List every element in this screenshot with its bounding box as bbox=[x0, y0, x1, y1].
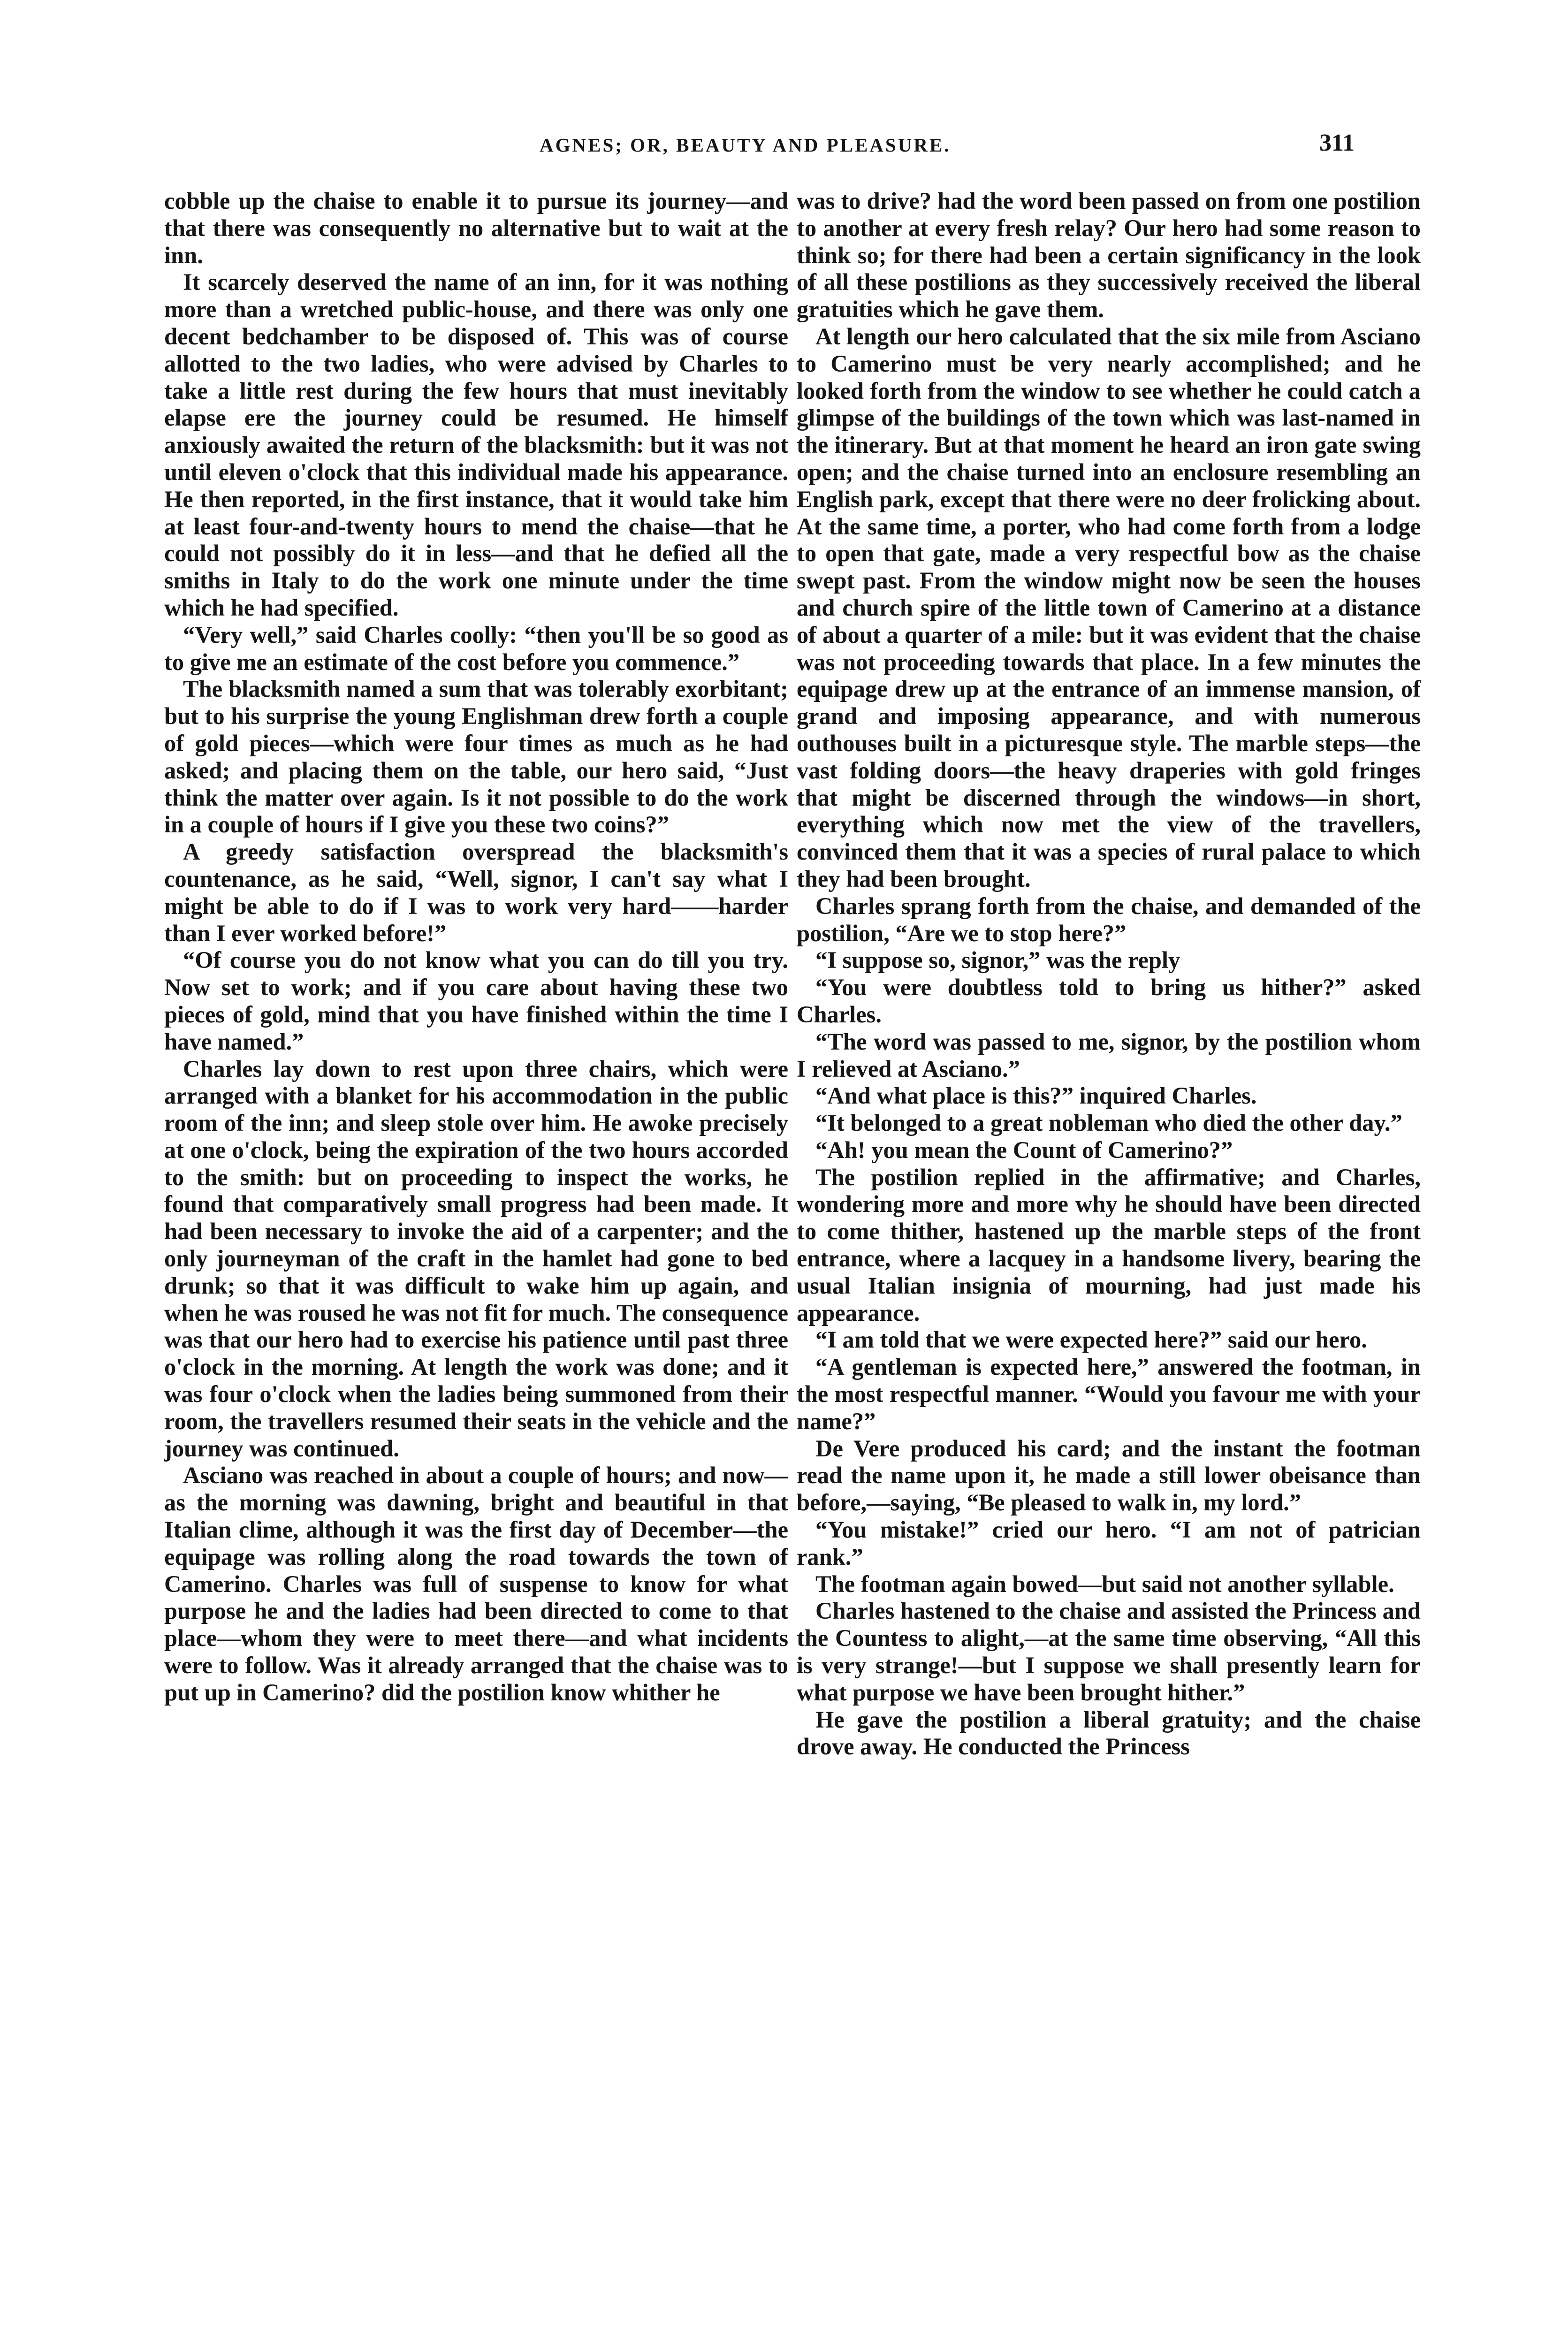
paragraph: “And what place is this?” inquired Charles. bbox=[815, 1082, 1257, 1109]
paragraph: “It belonged to a great nobleman who died the other day.” bbox=[815, 1110, 1402, 1136]
paragraph: He gave the postilion a liberal gratuity; and the chaise drove away. He conducted the Princess bbox=[797, 1706, 1421, 1760]
paragraph: “Of course you do not know what you can do till you try. Now set to work; and if you care about having these two pieces of gold, mind that you have finished within the time I have named.” bbox=[164, 947, 788, 1055]
paragraph: “You were doubtless told to bring us hither?” asked Charles. bbox=[797, 974, 1421, 1028]
paragraph: “Ah! you mean the Count of Camerino?” bbox=[815, 1136, 1233, 1163]
left-column bbox=[164, 188, 788, 2318]
paragraph: “The word was passed to me, signor, by the postilion whom I relieved at Asciano.” bbox=[797, 1028, 1421, 1082]
paragraph: Charles sprang forth from the chaise, and demanded of the postilion, “Are we to stop here?” bbox=[797, 892, 1421, 946]
paragraph: A greedy satisfaction overspread the blacksmith's countenance, as he said, “Well, signor, I can't say what I might be able to do if I was to work very hard——harder than I ever worked before!” bbox=[164, 838, 788, 946]
paragraph: Charles hastened to the chaise and assisted the Princess and the Countess to alight,—at the same time observing, “All this is very strange!—but I suppose we shall presently learn for what purpose we have been brought hither.” bbox=[797, 1598, 1421, 1706]
paragraph: At length our hero calculated that the six mile from Asciano to Camerino must be very nearly accomplished; and he looked forth from the window to see whether he could catch a glimpse of the buildings of the town which was last-named in the itinerary. But at that moment he heard an iron gate swing open; and the chaise turned into an enclosure resembling an English park, except that there were no deer frolicking about. At the same time, a porter, who had come forth from a lodge to open that gate, made a very respectful bow as the chaise swept past. From the window might now be seen the houses and church spire of the little town of Camerino at a distance of about a quarter of a mile: but it was evident that the chaise was not proceeding towards that place. In a few minutes the equipage drew up at the entrance of an immense mansion, of grand and imposing appearance, and with numerous outhouses built in a picturesque style. The marble steps—the vast folding doors—the heavy draperies with gold fringes that might be discerned through the windows—in short, everything which now met the view of the travellers, convinced them that it was a species of rural palace to which they had been brought. bbox=[797, 323, 1421, 892]
paragraph: “You mistake!” cried our hero. “I am not of patrician rank.” bbox=[797, 1516, 1421, 1570]
paragraph: The blacksmith named a sum that was tolerably exorbitant; but to his surprise the young Englishman drew forth a couple of gold pieces—which were four times as much as he had asked; and placing them on the table, our hero said, “Just think the matter over again. Is it not possible to do the work in a couple of hours if I give you these two coins?” bbox=[164, 676, 788, 838]
page-number: 311 bbox=[1319, 129, 1355, 156]
paragraph: “Very well,” said Charles coolly: “then you'll be so good as to give me an estimate of the cost before you commence.” bbox=[164, 621, 788, 675]
running-head: AGNES; OR, BEAUTY AND PLEASURE. bbox=[540, 134, 951, 156]
paragraph: “I am told that we were expected here?” said our hero. bbox=[815, 1326, 1367, 1353]
paragraph: The footman again bowed—but said not another syllable. bbox=[815, 1570, 1394, 1597]
paragraph: De Vere produced his card; and the instant the footman read the name upon it, he made a still lower obeisance than before,—saying, “Be pleased to walk in, my lord.” bbox=[797, 1435, 1421, 1516]
paragraph: Asciano was reached in about a couple of hours; and now—as the morning was dawning, bright and beautiful in that Italian clime, although it was the first day of December—the equipage was rolling along the road towards the town of Camerino. Charles was full of suspense to know for what purpose he and the ladies had been directed to come to that place—whom they were to meet there—and what incidents were to follow. Was it already arranged that the chaise was to put up in Camerino? did the postilion know whither he bbox=[164, 1462, 788, 1706]
paragraph: Charles lay down to rest upon three chairs, which were arranged with a blanket for his accommodation in the public room of the inn; and sleep stole over him. He awoke precisely at one o'clock, being the expiration of the two hours accorded to the smith: but on proceeding to inspect the works, he found that comparatively small progress had been made. It had been necessary to invoke the aid of a carpenter; and the only journeyman of the craft in the hamlet had gone to bed drunk; so that it was difficult to wake him up again, and when he was roused he was not fit for much. The consequence was that our hero had to exercise his patience until past three o'clock in the morning. At length the work was done; and it was four o'clock when the ladies being summoned from their room, the travellers resumed their seats in the vehicle and the journey was continued. bbox=[164, 1055, 788, 1462]
paragraph: was to drive? had the word been passed on from one postilion to another at every fresh relay? Our hero had some reason to think so; for there had been a certain significancy in the look of all these postilions as they successively received the liberal gratuities which he gave them. bbox=[797, 188, 1421, 323]
paragraph: It scarcely deserved the name of an inn, for it was nothing more than a wretched public-house, and there was only one decent bedchamber to be disposed of. This was of course allotted to the two ladies, who were advised by Charles to take a little rest during the few hours that must inevitably elapse ere the journey could be resumed. He himself anxiously awaited the return of the blacksmith: but it was not until eleven o'clock that this individual made his appearance. He then reported, in the first instance, that it would take him at least four-and-twenty hours to mend the chaise—that he could not possibly do it in less—and that he defied all the smiths in Italy to do the work one minute under the time which he had specified. bbox=[164, 269, 788, 621]
paragraph: “A gentleman is expected here,” answered the footman, in the most respectful manner. “Would you favour me with your name?” bbox=[797, 1354, 1421, 1434]
paragraph: cobble up the chaise to enable it to pursue its journey—and that there was consequently no alternative but to wait at the inn. bbox=[164, 188, 788, 268]
right-column bbox=[797, 188, 1421, 2318]
paragraph: The postilion replied in the affirmative; and Charles, wondering more and more why he should have been directed to come thither, hastened up the marble steps of the front entrance, where a lacquey in a handsome livery, bearing the usual Italian insignia of mourning, had just made his appearance. bbox=[797, 1164, 1421, 1326]
paragraph: “I suppose so, signor,” was the reply bbox=[815, 947, 1180, 974]
